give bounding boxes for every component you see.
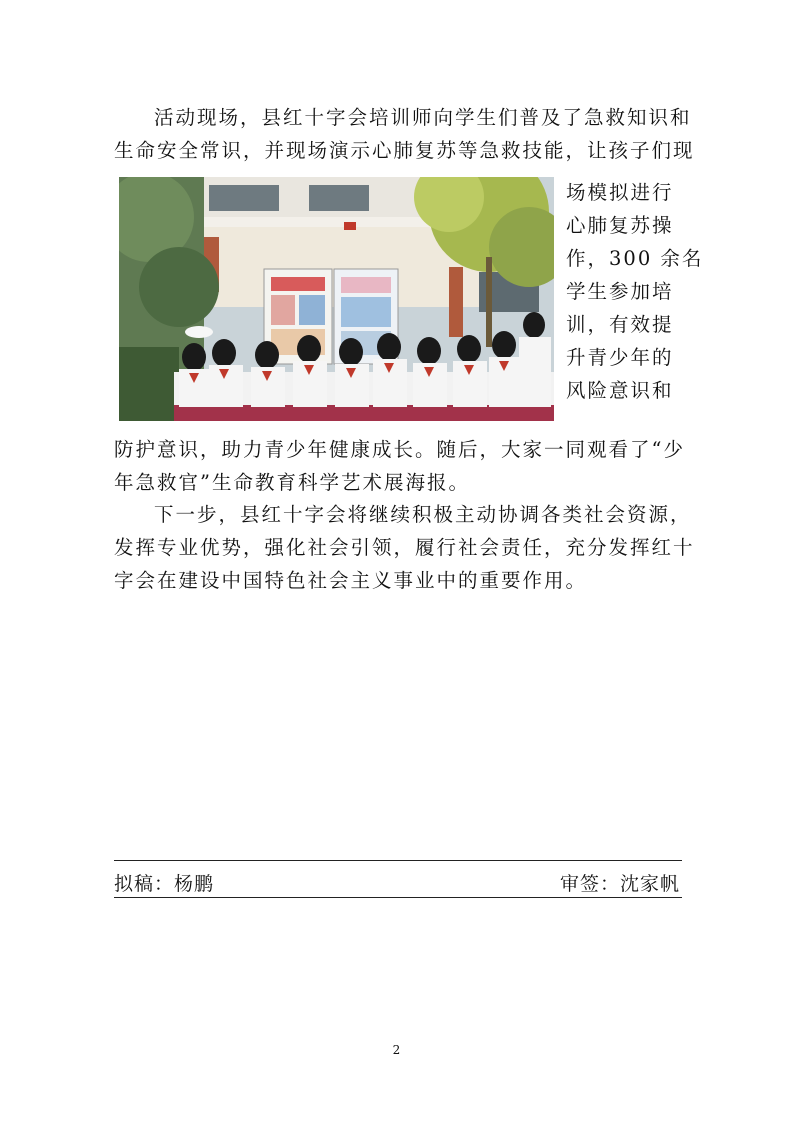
drafter-label: 拟稿：杨鹏 — [114, 873, 215, 895]
text-line: 训，有效提 — [566, 313, 674, 336]
text-line: 活动现场，县红十字会培训师向学生们普及了急救知识和 — [154, 106, 692, 129]
signature-bar — [114, 860, 682, 898]
text-line: 场模拟进行 — [566, 181, 674, 204]
text-line: 发挥专业优势，强化社会引领，履行社会责任，充分发挥红十 — [114, 536, 695, 559]
text-line: 心肺复苏操 — [566, 214, 674, 237]
paragraph-2 — [114, 498, 695, 597]
text-line: 风险意识和 — [566, 379, 674, 402]
text-line: 下一步，县红十字会将继续积极主动协调各类社会资源， — [154, 503, 692, 526]
paragraph-1-top — [114, 101, 695, 167]
text-line: 字会在建设中国特色社会主义事业中的重要作用。 — [114, 569, 588, 592]
text-line: 防护意识，助力青少年健康成长。随后，大家一同观看了“少 — [114, 438, 685, 461]
text-line: 作，300 余名 — [566, 247, 704, 270]
text-line: 升青少年的 — [566, 346, 674, 369]
page-number: 2 — [392, 1043, 401, 1057]
paragraph-1-wrap-column — [566, 176, 704, 407]
text-line: 学生参加培 — [566, 280, 674, 303]
photo-students-viewing-posters-icon — [119, 177, 554, 421]
activity-photo — [119, 177, 554, 421]
text-line: 生命安全常识，并现场演示心肺复苏等急救技能，让孩子们现 — [114, 139, 695, 162]
paragraph-1-bottom — [114, 433, 685, 499]
text-line: 年急救官”生命教育科学艺术展海报。 — [114, 471, 470, 494]
approver-label: 审签：沈家帆 — [559, 873, 680, 895]
